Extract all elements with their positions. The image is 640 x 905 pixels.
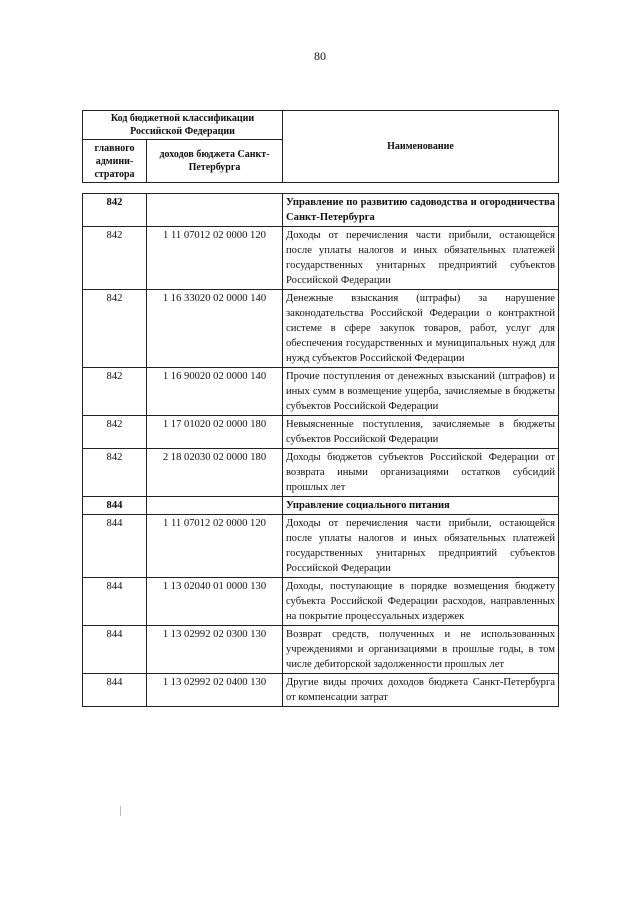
table-row <box>83 227 559 290</box>
header-name-column: Наименование <box>283 111 559 183</box>
admin-code-cell: 842 <box>83 227 147 290</box>
table-row <box>83 290 559 368</box>
section-row <box>83 194 559 227</box>
admin-code-cell: 842 <box>83 416 147 449</box>
header-admin-column: главного админи-стратора <box>83 140 147 183</box>
income-code-cell <box>147 497 283 515</box>
name-cell: Доходы от перечисления части прибыли, остающейся после уплаты налогов и иных обязательных платежей государственных унитарных предприятий субъектов Российской Федерации <box>283 515 559 578</box>
name-cell: Другие виды прочих доходов бюджета Санкт-Петербурга от компенсации затрат <box>283 674 559 707</box>
table-row <box>83 626 559 674</box>
table-row <box>83 368 559 416</box>
income-code-cell: 1 13 02992 02 0300 130 <box>147 626 283 674</box>
income-code-cell: 1 16 90020 02 0000 140 <box>147 368 283 416</box>
name-cell: Прочие поступления от денежных взысканий (штрафов) и иных сумм в возмещение ущерба, зачисляемые в бюджеты субъектов Российской Федерации <box>283 368 559 416</box>
name-cell: Доходы бюджетов субъектов Российской Федерации от возврата иными организациями остатков субсидий прошлых лет <box>283 449 559 497</box>
table-row <box>83 674 559 707</box>
admin-code-cell: 844 <box>83 578 147 626</box>
name-cell: Доходы от перечисления части прибыли, остающейся после уплаты налогов и иных обязательных платежей государственных унитарных предприятий субъектов Российской Федерации <box>283 227 559 290</box>
header-income-column: доходов бюджета Санкт-Петербурга <box>147 140 283 183</box>
table-row <box>83 449 559 497</box>
name-cell: Доходы, поступающие в порядке возмещения бюджету субъекта Российской Федерации расходов, направленных на покрытие процессуальных издержек <box>283 578 559 626</box>
section-row <box>83 497 559 515</box>
header-table <box>82 110 559 183</box>
name-cell: Управление социального питания <box>283 497 559 515</box>
scan-mark <box>120 806 121 816</box>
table-body <box>83 194 559 707</box>
page-number: 80 <box>314 49 326 63</box>
admin-code-cell: 844 <box>83 674 147 707</box>
admin-code-cell: 842 <box>83 194 147 227</box>
income-code-cell: 1 11 07012 02 0000 120 <box>147 227 283 290</box>
table-row <box>83 578 559 626</box>
income-code-cell: 1 17 01020 02 0000 180 <box>147 416 283 449</box>
admin-code-cell: 844 <box>83 515 147 578</box>
admin-code-cell: 842 <box>83 290 147 368</box>
income-code-cell: 1 11 07012 02 0000 120 <box>147 515 283 578</box>
income-code-cell: 1 13 02040 01 0000 130 <box>147 578 283 626</box>
income-code-cell: 2 18 02030 02 0000 180 <box>147 449 283 497</box>
admin-code-cell: 842 <box>83 449 147 497</box>
income-code-cell: 1 16 33020 02 0000 140 <box>147 290 283 368</box>
name-cell: Денежные взыскания (штрафы) за нарушение законодательства Российской Федерации о контрактной системе в сфере закупок товаров, работ, услуг для обеспечения государственных и муниципальных нужд для нужд субъектов Российской Федерации <box>283 290 559 368</box>
budget-codes-table <box>82 193 559 707</box>
table-row <box>83 416 559 449</box>
admin-code-cell: 844 <box>83 626 147 674</box>
income-code-cell: 1 13 02992 02 0400 130 <box>147 674 283 707</box>
table-row <box>83 515 559 578</box>
admin-code-cell: 844 <box>83 497 147 515</box>
admin-code-cell: 842 <box>83 368 147 416</box>
name-cell: Невыясненные поступления, зачисляемые в бюджеты субъектов Российской Федерации <box>283 416 559 449</box>
name-cell: Управление по развитию садоводства и огородничества Санкт-Петербурга <box>283 194 559 227</box>
header-group-title: Код бюджетной классификации Российской Федерации <box>83 111 283 140</box>
income-code-cell <box>147 194 283 227</box>
name-cell: Возврат средств, полученных и не использованных учреждениями и организациями в прошлые годы, в том числе дебиторской задолженности прошлых лет <box>283 626 559 674</box>
